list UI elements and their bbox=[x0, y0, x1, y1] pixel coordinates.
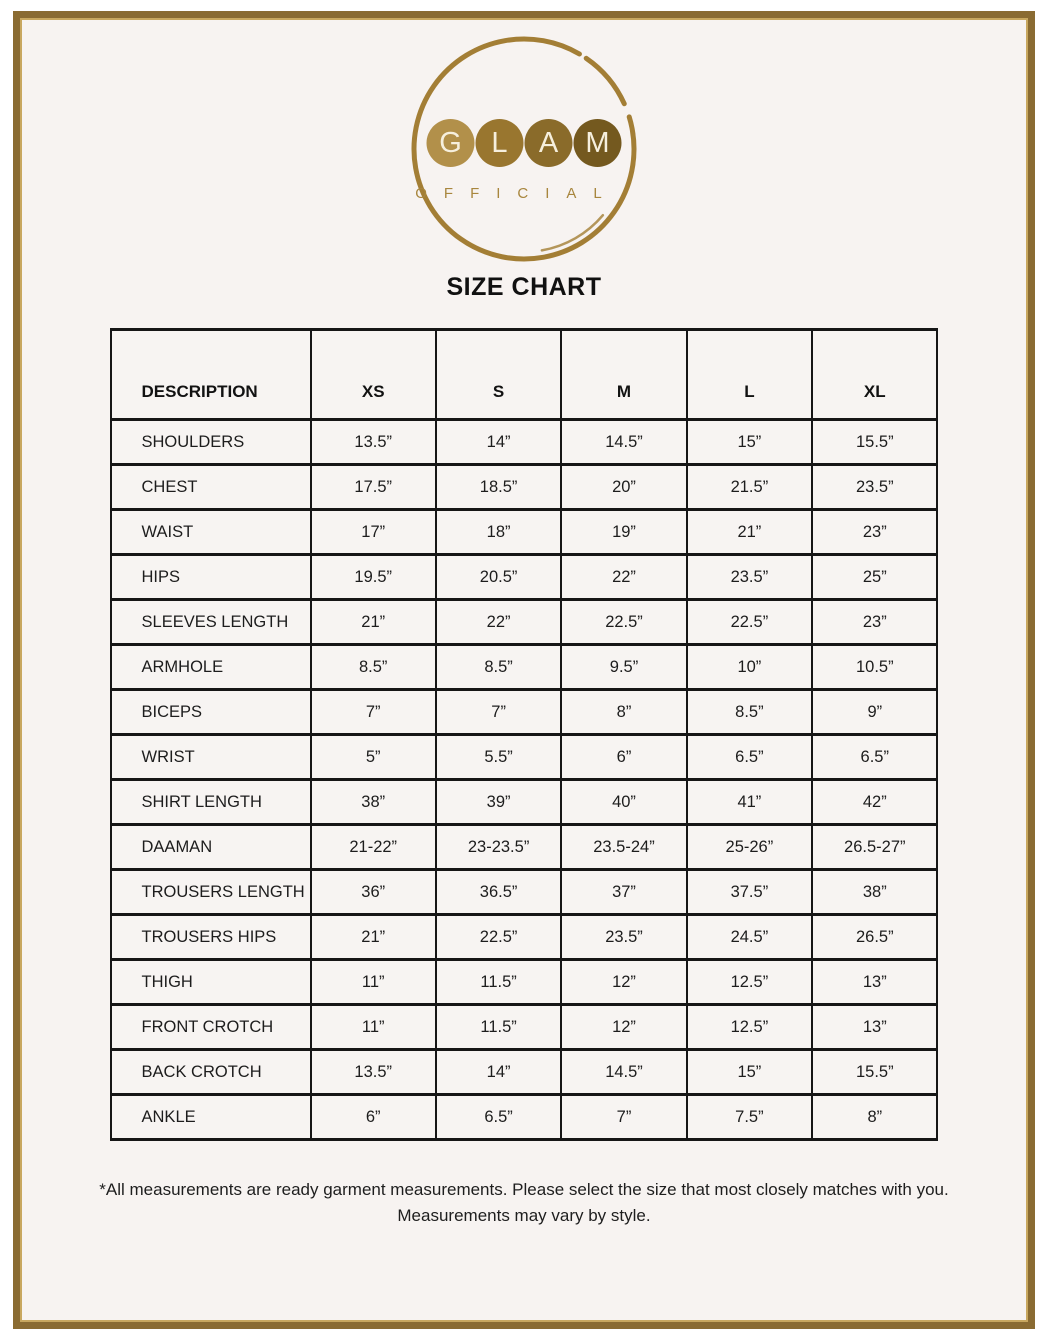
row-label: SHOULDERS bbox=[111, 420, 311, 465]
size-value-cell: 6” bbox=[311, 1095, 436, 1140]
size-value-cell: 25” bbox=[812, 555, 937, 600]
size-value-cell: 12.5” bbox=[687, 960, 812, 1005]
size-value-cell: 21” bbox=[687, 510, 812, 555]
logo-letter-m: M bbox=[585, 127, 610, 159]
logo-letter-circle bbox=[427, 119, 475, 167]
footnote-line1: *All measurements are ready garment measurements. Please select the size that most closely matches with you. bbox=[99, 1180, 949, 1199]
table-row bbox=[111, 510, 938, 555]
column-header-size-s: S bbox=[436, 330, 561, 420]
table-row bbox=[111, 465, 938, 510]
row-label: THIGH bbox=[111, 960, 311, 1005]
table-row bbox=[111, 1005, 938, 1050]
size-value-cell: 15.5” bbox=[812, 1050, 937, 1095]
size-value-cell: 23” bbox=[812, 600, 937, 645]
logo-subtitle: OFFICIAL bbox=[415, 185, 619, 202]
size-value-cell: 38” bbox=[311, 780, 436, 825]
size-value-cell: 23-23.5” bbox=[436, 825, 561, 870]
size-value-cell: 14.5” bbox=[561, 420, 686, 465]
table-row bbox=[111, 555, 938, 600]
size-value-cell: 8.5” bbox=[436, 645, 561, 690]
size-value-cell: 39” bbox=[436, 780, 561, 825]
size-value-cell: 20.5” bbox=[436, 555, 561, 600]
size-value-cell: 11” bbox=[311, 1005, 436, 1050]
table-row bbox=[111, 600, 938, 645]
column-header-description: DESCRIPTION bbox=[111, 330, 311, 420]
size-value-cell: 12.5” bbox=[687, 1005, 812, 1050]
row-label: FRONT CROTCH bbox=[111, 1005, 311, 1050]
size-value-cell: 20” bbox=[561, 465, 686, 510]
size-value-cell: 15.5” bbox=[812, 420, 937, 465]
size-value-cell: 8” bbox=[812, 1095, 937, 1140]
table-row bbox=[111, 870, 938, 915]
size-value-cell: 8” bbox=[561, 690, 686, 735]
row-label: SHIRT LENGTH bbox=[111, 780, 311, 825]
row-label: TROUSERS LENGTH bbox=[111, 870, 311, 915]
size-value-cell: 11” bbox=[311, 960, 436, 1005]
size-value-cell: 7” bbox=[436, 690, 561, 735]
size-value-cell: 23” bbox=[812, 510, 937, 555]
size-value-cell: 5” bbox=[311, 735, 436, 780]
size-value-cell: 6.5” bbox=[687, 735, 812, 780]
size-value-cell: 12” bbox=[561, 960, 686, 1005]
size-value-cell: 25-26” bbox=[687, 825, 812, 870]
logo-letter-circle bbox=[574, 119, 622, 167]
size-value-cell: 8.5” bbox=[311, 645, 436, 690]
table-row bbox=[111, 645, 938, 690]
size-value-cell: 6.5” bbox=[436, 1095, 561, 1140]
size-value-cell: 7” bbox=[561, 1095, 686, 1140]
table-row bbox=[111, 1050, 938, 1095]
size-value-cell: 21” bbox=[311, 915, 436, 960]
size-value-cell: 7” bbox=[311, 690, 436, 735]
table-row bbox=[111, 960, 938, 1005]
column-header-size-l: L bbox=[687, 330, 812, 420]
row-label: ANKLE bbox=[111, 1095, 311, 1140]
size-value-cell: 23.5” bbox=[561, 915, 686, 960]
size-value-cell: 6.5” bbox=[812, 735, 937, 780]
size-value-cell: 23.5” bbox=[687, 555, 812, 600]
row-label: DAAMAN bbox=[111, 825, 311, 870]
size-value-cell: 8.5” bbox=[687, 690, 812, 735]
size-value-cell: 21.5” bbox=[687, 465, 812, 510]
size-value-cell: 37” bbox=[561, 870, 686, 915]
size-value-cell: 13.5” bbox=[311, 1050, 436, 1095]
table-row bbox=[111, 915, 938, 960]
size-value-cell: 14.5” bbox=[561, 1050, 686, 1095]
size-value-cell: 9.5” bbox=[561, 645, 686, 690]
size-value-cell: 10” bbox=[687, 645, 812, 690]
row-label: HIPS bbox=[111, 555, 311, 600]
size-value-cell: 5.5” bbox=[436, 735, 561, 780]
size-value-cell: 7.5” bbox=[687, 1095, 812, 1140]
size-value-cell: 11.5” bbox=[436, 1005, 561, 1050]
table-row bbox=[111, 690, 938, 735]
size-value-cell: 6” bbox=[561, 735, 686, 780]
row-label: ARMHOLE bbox=[111, 645, 311, 690]
size-table-body bbox=[111, 420, 938, 1140]
brand-logo bbox=[405, 30, 643, 268]
logo-letter-circle bbox=[476, 119, 524, 167]
logo-letter-circle bbox=[525, 119, 573, 167]
size-value-cell: 14” bbox=[436, 1050, 561, 1095]
size-value-cell: 11.5” bbox=[436, 960, 561, 1005]
logo-letter-l: L bbox=[491, 127, 508, 159]
size-value-cell: 19.5” bbox=[311, 555, 436, 600]
footnote bbox=[99, 1177, 948, 1228]
row-label: WRIST bbox=[111, 735, 311, 780]
size-value-cell: 38” bbox=[812, 870, 937, 915]
row-label: BACK CROTCH bbox=[111, 1050, 311, 1095]
size-value-cell: 18.5” bbox=[436, 465, 561, 510]
size-value-cell: 26.5” bbox=[812, 915, 937, 960]
size-value-cell: 18” bbox=[436, 510, 561, 555]
size-value-cell: 37.5” bbox=[687, 870, 812, 915]
size-value-cell: 17” bbox=[311, 510, 436, 555]
size-value-cell: 13.5” bbox=[311, 420, 436, 465]
size-value-cell: 41” bbox=[687, 780, 812, 825]
size-value-cell: 14” bbox=[436, 420, 561, 465]
size-value-cell: 24.5” bbox=[687, 915, 812, 960]
size-value-cell: 21” bbox=[311, 600, 436, 645]
size-value-cell: 15” bbox=[687, 420, 812, 465]
size-value-cell: 22.5” bbox=[561, 600, 686, 645]
gold-frame bbox=[13, 11, 1035, 1329]
size-value-cell: 26.5-27” bbox=[812, 825, 937, 870]
table-row bbox=[111, 1095, 938, 1140]
logo-letter-a: A bbox=[538, 127, 559, 159]
size-value-cell: 22.5” bbox=[436, 915, 561, 960]
size-value-cell: 22.5” bbox=[687, 600, 812, 645]
size-value-cell: 12” bbox=[561, 1005, 686, 1050]
table-row bbox=[111, 735, 938, 780]
size-value-cell: 40” bbox=[561, 780, 686, 825]
size-value-cell: 22” bbox=[561, 555, 686, 600]
table-row bbox=[111, 780, 938, 825]
size-value-cell: 13” bbox=[812, 960, 937, 1005]
logo-letter-g: G bbox=[439, 127, 462, 159]
row-label: CHEST bbox=[111, 465, 311, 510]
column-header-size-xl: XL bbox=[812, 330, 937, 420]
size-value-cell: 13” bbox=[812, 1005, 937, 1050]
table-row bbox=[111, 825, 938, 870]
size-value-cell: 17.5” bbox=[311, 465, 436, 510]
header-row bbox=[111, 330, 938, 420]
size-value-cell: 15” bbox=[687, 1050, 812, 1095]
size-value-cell: 22” bbox=[436, 600, 561, 645]
footnote-line2: Measurements may vary by style. bbox=[397, 1205, 651, 1225]
row-label: SLEEVES LENGTH bbox=[111, 600, 311, 645]
size-value-cell: 36.5” bbox=[436, 870, 561, 915]
size-chart-table bbox=[110, 328, 939, 1141]
size-value-cell: 36” bbox=[311, 870, 436, 915]
row-label: WAIST bbox=[111, 510, 311, 555]
column-header-size-m: M bbox=[561, 330, 686, 420]
column-header-size-xs: XS bbox=[311, 330, 436, 420]
size-value-cell: 10.5” bbox=[812, 645, 937, 690]
page-title: SIZE CHART bbox=[446, 273, 602, 301]
size-value-cell: 23.5” bbox=[812, 465, 937, 510]
size-value-cell: 19” bbox=[561, 510, 686, 555]
row-label: BICEPS bbox=[111, 690, 311, 735]
size-value-cell: 9” bbox=[812, 690, 937, 735]
table-row bbox=[111, 420, 938, 465]
row-label: TROUSERS HIPS bbox=[111, 915, 311, 960]
brand-logo-svg bbox=[405, 30, 643, 268]
size-value-cell: 42” bbox=[812, 780, 937, 825]
size-value-cell: 23.5-24” bbox=[561, 825, 686, 870]
size-value-cell: 21-22” bbox=[311, 825, 436, 870]
